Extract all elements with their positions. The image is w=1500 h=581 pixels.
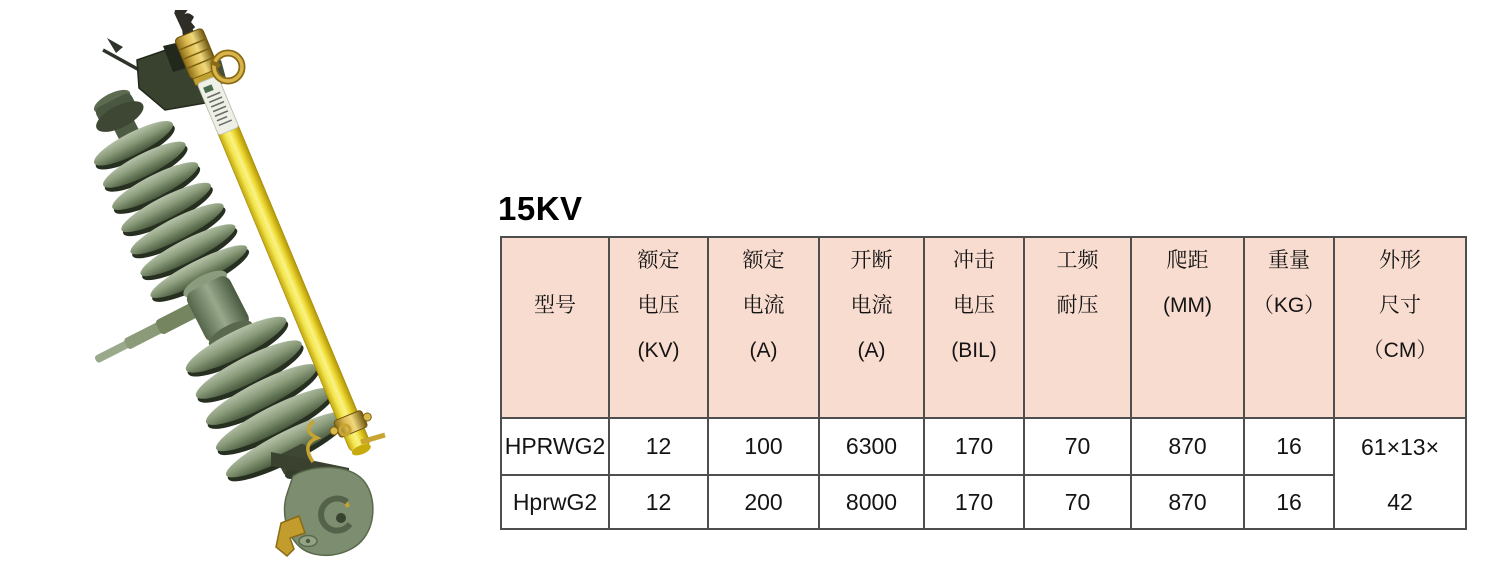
- cell-power-freq-withstand: 70: [1024, 475, 1131, 529]
- cell-dimensions-merged: [1334, 418, 1466, 529]
- cell-creepage-distance: 870: [1131, 418, 1244, 475]
- cell-power-freq-withstand: 70: [1024, 418, 1131, 475]
- cell-weight: 16: [1244, 475, 1334, 529]
- header-power-freq-withstand: 工频 耐压: [1024, 237, 1131, 418]
- header-impulse-voltage: 冲击 电压 (BIL): [924, 237, 1024, 418]
- cell-model: HPRWG2: [501, 418, 609, 475]
- cell-model: HprwG2: [501, 475, 609, 529]
- header-weight: 重量 （KG）: [1244, 237, 1334, 418]
- cell-rated-voltage: 12: [609, 418, 708, 475]
- spec-table: [500, 236, 1467, 530]
- cell-creepage-distance: 870: [1131, 475, 1244, 529]
- cell-impulse-voltage: 170: [924, 418, 1024, 475]
- mounting-stud: [92, 302, 199, 367]
- header-creepage-distance: 爬距 (MM): [1131, 237, 1244, 418]
- cell-breaking-current: 6300: [819, 418, 924, 475]
- header-rated-voltage: 额定 电压 (KV): [609, 237, 708, 418]
- cell-weight: 16: [1244, 418, 1334, 475]
- header-breaking-current: 开断 电流 (A): [819, 237, 924, 418]
- header-dimensions: 外形 尺寸 （CM）: [1334, 237, 1466, 418]
- cell-impulse-voltage: 170: [924, 475, 1024, 529]
- page-title: 15KV: [498, 190, 583, 227]
- cell-rated-current: 100: [708, 418, 819, 475]
- cell-rated-current: 200: [708, 475, 819, 529]
- header-rated-current: 额定 电流 (A): [708, 237, 819, 418]
- dimensions-line-2: 42: [1387, 489, 1413, 515]
- header-row: [501, 237, 1466, 418]
- product-photo: [45, 10, 465, 575]
- table-row: [501, 418, 1466, 475]
- cell-breaking-current: 8000: [819, 475, 924, 529]
- cell-rated-voltage: 12: [609, 475, 708, 529]
- table-row: [501, 475, 1466, 529]
- label-sticker: [197, 75, 239, 135]
- dimensions-line-1: 61×13×: [1360, 434, 1440, 460]
- header-model: 型号: [501, 237, 609, 418]
- pull-ring: [211, 53, 242, 81]
